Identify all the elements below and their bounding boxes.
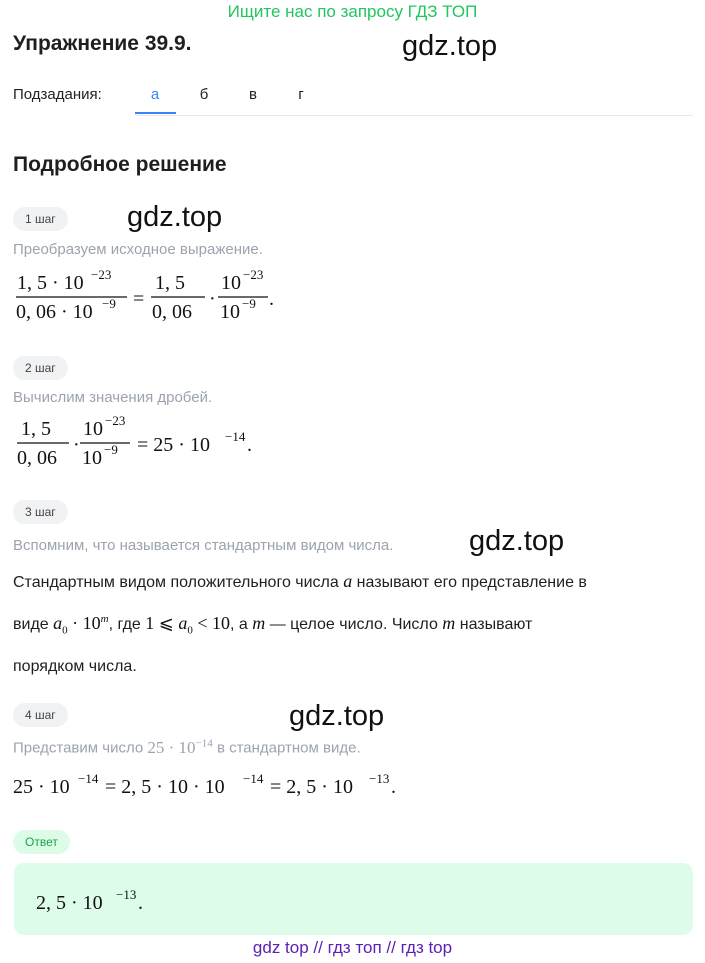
- svg-text:−9: −9: [104, 442, 118, 457]
- watermark: gdz.top: [402, 30, 498, 62]
- tab-g[interactable]: г: [298, 86, 304, 103]
- answer-badge: Ответ: [13, 830, 70, 854]
- svg-text:2, 5 · 10: 2, 5 · 10: [36, 892, 103, 914]
- svg-text:1, 5: 1, 5: [21, 418, 51, 440]
- svg-text:10: 10: [83, 418, 103, 440]
- section-title: Подробное решение: [13, 153, 227, 176]
- svg-text:25 · 10: 25 · 10: [13, 776, 70, 798]
- svg-text:−9: −9: [242, 296, 256, 311]
- svg-text:.: .: [247, 434, 252, 456]
- answer-formula: [33, 884, 183, 918]
- svg-text:·: ·: [209, 288, 216, 310]
- svg-text:−14: −14: [225, 429, 246, 444]
- svg-text:10: 10: [220, 301, 240, 322]
- tab-b[interactable]: б: [199, 86, 209, 103]
- step-1-formula: [13, 262, 283, 322]
- svg-text:= 25 · 10: = 25 · 10: [137, 434, 210, 456]
- step-1-badge: 1 шаг: [13, 207, 68, 231]
- svg-text:= 2, 5 · 10 · 10: = 2, 5 · 10 · 10: [105, 776, 225, 798]
- svg-text:1, 5: 1, 5: [155, 272, 185, 294]
- svg-text:10: 10: [221, 272, 241, 294]
- search-banner: Ищите нас по запросу ГДЗ ТОП: [227, 2, 478, 21]
- step-4-formula: [10, 768, 410, 804]
- svg-text:−13: −13: [369, 771, 390, 786]
- step-3-note: Вспомним, что называется стандартным видом числа.: [13, 537, 394, 554]
- tab-v[interactable]: в: [249, 86, 257, 103]
- page-title: Упражнение 39.9.: [13, 32, 192, 55]
- step-2-note: Вычислим значения дробей.: [13, 389, 213, 406]
- svg-text:0, 06: 0, 06: [17, 447, 57, 468]
- svg-text:0, 06: 0, 06: [152, 301, 192, 322]
- watermark: gdz.top: [289, 700, 385, 732]
- active-tab-indicator: [135, 112, 176, 114]
- svg-text:·: ·: [73, 434, 80, 456]
- svg-text:= 2, 5 · 10: = 2, 5 · 10: [270, 776, 353, 798]
- tab-a[interactable]: а: [150, 86, 160, 103]
- watermark: gdz.top: [469, 525, 565, 557]
- svg-text:−23: −23: [243, 267, 264, 282]
- svg-text:−23: −23: [91, 267, 112, 282]
- svg-text:=: =: [133, 288, 145, 310]
- step-2-badge: 2 шаг: [13, 356, 68, 380]
- svg-text:.: .: [138, 892, 143, 914]
- step-2-formula: [13, 408, 273, 468]
- step-3-badge: 3 шаг: [13, 500, 68, 524]
- svg-text:−9: −9: [102, 296, 116, 311]
- svg-text:−14: −14: [243, 771, 264, 786]
- svg-text:1, 5 · 10: 1, 5 · 10: [17, 272, 84, 294]
- svg-text:−14: −14: [78, 771, 99, 786]
- svg-text:0, 06 · 10: 0, 06 · 10: [16, 301, 93, 322]
- svg-text:−23: −23: [105, 413, 126, 428]
- definition-paragraph: Стандартным видом положительного числа a называют его представление в виде $a_0 \cdot 10^m$, где 1 ⩽ $a_0 < 10$, а m — целое число. Число m называют порядком числа.: [13, 571, 587, 675]
- step-4-badge: 4 шаг: [13, 703, 68, 727]
- step-1-note: Преобразуем исходное выражение.: [13, 241, 263, 258]
- footer-watermark: gdz top // гдз топ // гдз top: [252, 938, 453, 957]
- svg-text:.: .: [269, 288, 274, 310]
- subtasks-label: Подзадания:: [13, 86, 102, 103]
- watermark: gdz.top: [127, 201, 223, 233]
- svg-text:.: .: [391, 776, 396, 798]
- tabs-divider: [135, 115, 693, 116]
- svg-text:−13: −13: [116, 887, 137, 902]
- step-4-note: Представим число $25 \cdot 10^{-14}$ в стандартном виде.: [13, 737, 361, 757]
- svg-text:10: 10: [82, 447, 102, 468]
